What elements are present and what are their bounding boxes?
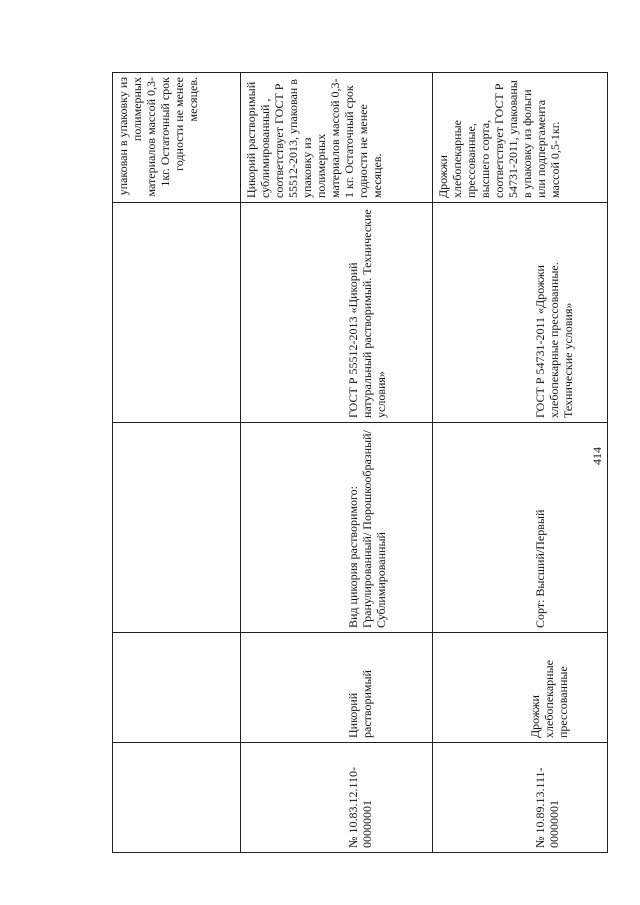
cell-description: Дрожжи хлебопекарные прессованные, высшего сорта, соответствует ГОСТ Р 54731-2011, упакованы в упаковку из фольги или подпергамента массой 0,5-1кг. xyxy=(433,73,608,203)
table-row xyxy=(113,73,241,853)
cell-description: Цикорий растворимый сублимированный , соответствует ГОСТ Р 55512-2013, упакован в упаковку из полимерных материалов массой 0,3-1 кг. Остаточный срок годности не менее месяцев. xyxy=(241,73,433,203)
product-specification-table xyxy=(112,72,608,853)
cell-code: № 10.89.13.111-00000001 xyxy=(433,743,608,853)
cell-name: Цикорий растворимый xyxy=(241,633,433,743)
cell-name xyxy=(113,633,241,743)
cell-characteristics: Сорт: Высший/Первый xyxy=(433,423,608,633)
cell-code xyxy=(113,743,241,853)
cell-code: № 10.83.12.110-00000001 xyxy=(241,743,433,853)
cell-standard: ГОСТ Р 55512-2013 «Цикорий натуральный растворимый. Технические условия» xyxy=(241,203,433,423)
cell-standard xyxy=(113,203,241,423)
cell-name: Дрожжи хлебопекарные прессованные xyxy=(433,633,608,743)
page-number: 414 xyxy=(590,447,604,465)
table-row xyxy=(241,73,433,853)
table-row xyxy=(433,73,608,853)
cell-standard: ГОСТ Р 54731-2011 «Дрожжи хлебопекарные прессованные. Технические условия» xyxy=(433,203,608,423)
cell-characteristics: Вид цикория растворимого: Гранулированный/ Порошкообразный/ Сублимированный xyxy=(241,423,433,633)
cell-characteristics xyxy=(113,423,241,633)
cell-description: упакован в упаковку из полимерных материалов массой 0,3-1кг. Остаточный срок годности не менее месяцев. xyxy=(113,73,241,203)
